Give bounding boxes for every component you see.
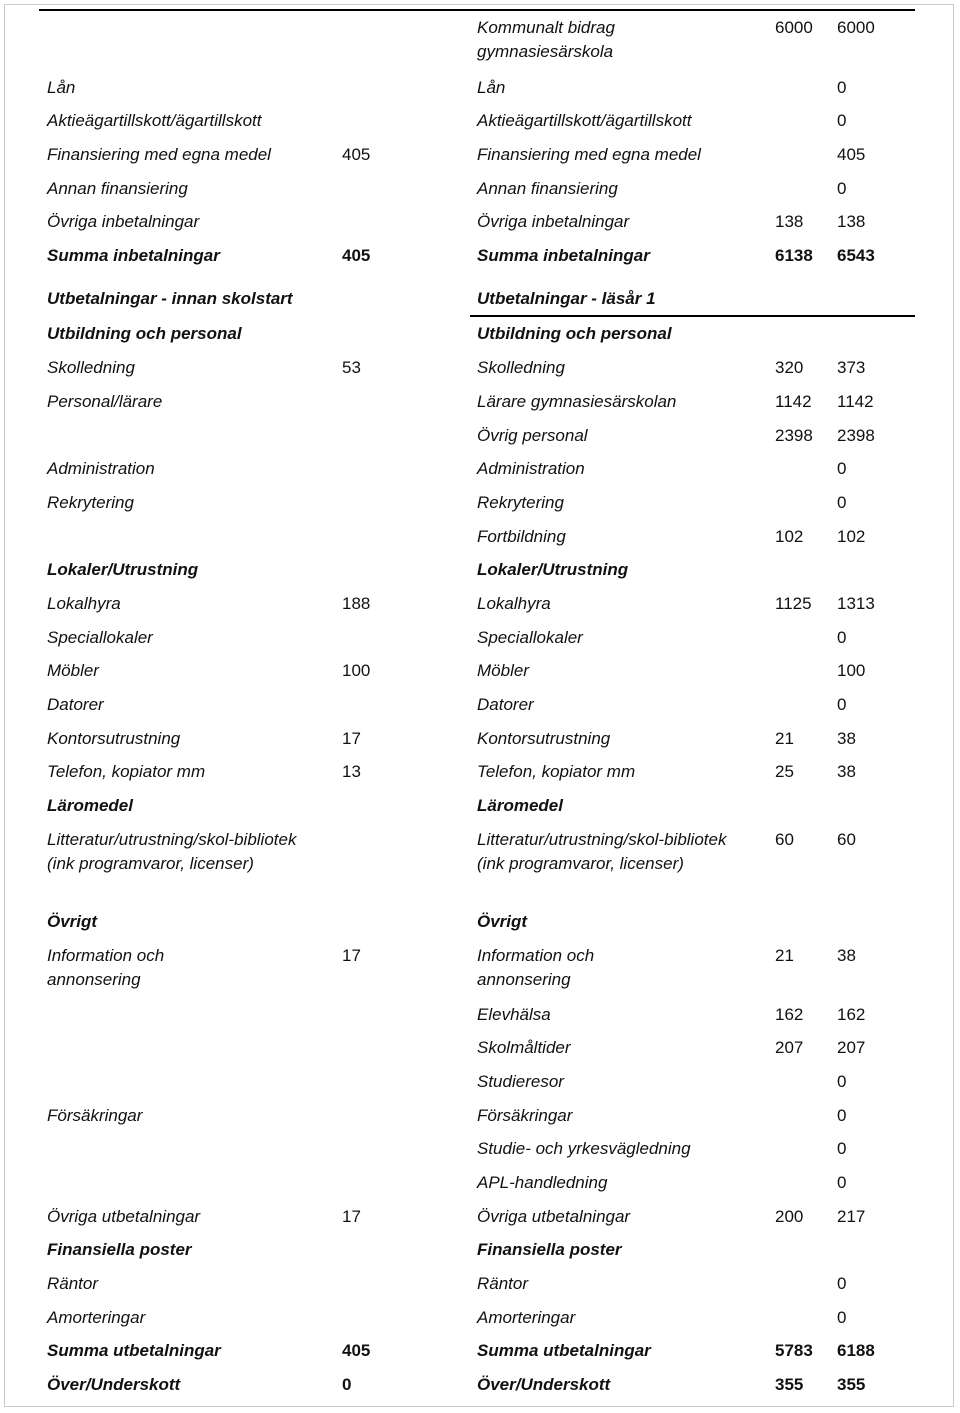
left-label: Lån [47, 78, 76, 97]
left-label: Litteratur/utrustning/skol-bibliotek (ink programvaror, licenser) [47, 830, 297, 873]
left-value: 17 [342, 729, 361, 748]
right-value-2: 1313 [837, 594, 875, 613]
right-label: Utbetalningar - läsår 1 [477, 289, 656, 308]
left-label: Summa utbetalningar [47, 1341, 221, 1360]
left-label: Försäkringar [47, 1106, 143, 1125]
right-label: Administration [477, 459, 585, 478]
right-label: Fortbildning [477, 527, 566, 546]
right-label: Amorteringar [477, 1308, 576, 1327]
left-label: Speciallokaler [47, 628, 153, 647]
right-label: Över/Underskott [477, 1375, 611, 1394]
right-value-2: 6000 [837, 18, 875, 37]
right-value-2: 162 [837, 1005, 866, 1024]
right-label: Övriga utbetalningar [477, 1207, 631, 1226]
right-label: Utbildning och personal [477, 324, 672, 343]
right-value-2: 38 [837, 729, 856, 748]
right-value-1: 355 [775, 1375, 804, 1394]
right-value-2: 0 [837, 695, 847, 714]
left-label: Amorteringar [47, 1308, 146, 1327]
right-label: Försäkringar [477, 1106, 573, 1125]
right-value-2: 0 [837, 1308, 847, 1327]
right-value-2: 0 [837, 459, 847, 478]
right-value-2: 138 [837, 212, 866, 231]
left-value: 100 [342, 661, 371, 680]
right-value-2: 1142 [837, 392, 874, 411]
left-label: Annan finansiering [47, 179, 188, 198]
right-value-2: 0 [837, 1106, 847, 1125]
right-value-2: 6188 [837, 1341, 875, 1360]
left-label: Över/Underskott [47, 1375, 181, 1394]
right-value-2: 0 [837, 1173, 847, 1192]
right-value-2: 38 [837, 762, 856, 781]
right-label: Kontorsutrustning [477, 729, 611, 748]
right-value-2: 0 [837, 111, 847, 130]
right-value-2: 100 [837, 661, 866, 680]
section-rule-right [470, 315, 915, 317]
left-label: Lokaler/Utrustning [47, 560, 199, 579]
right-value-2: 0 [837, 493, 847, 512]
table-top-rule [39, 9, 915, 11]
right-label: Skolmåltider [477, 1038, 571, 1057]
left-label: Telefon, kopiator mm [47, 762, 206, 781]
right-value-2: 38 [837, 946, 856, 965]
right-label: Rekrytering [477, 493, 564, 512]
right-label: Övrig personal [477, 426, 588, 445]
left-value: 17 [342, 946, 361, 965]
right-label: Övriga inbetalningar [477, 212, 630, 231]
left-value: 188 [342, 594, 371, 613]
right-value-2: 207 [837, 1038, 866, 1057]
right-value-2: 217 [837, 1207, 866, 1226]
left-label: Utbetalningar - innan skolstart [47, 289, 293, 308]
left-label: Läromedel [47, 796, 133, 815]
right-label: Telefon, kopiator mm [477, 762, 636, 781]
right-label: Summa inbetalningar [477, 246, 650, 265]
right-value-2: 102 [837, 527, 866, 546]
left-label: Aktieägartillskott/ägartillskott [47, 111, 262, 130]
right-label: Aktieägartillskott/ägartillskott [477, 111, 692, 130]
right-label: Lokaler/Utrustning [477, 560, 629, 579]
left-label: Möbler [47, 661, 99, 680]
left-label: Information och annonsering [47, 946, 165, 989]
left-label: Övriga utbetalningar [47, 1207, 201, 1226]
right-label: Datorer [477, 695, 534, 714]
left-value: 405 [342, 145, 371, 164]
right-label: Skolledning [477, 358, 565, 377]
right-value-1: 207 [775, 1038, 804, 1057]
right-value-1: 2398 [775, 426, 813, 445]
right-value-2: 0 [837, 1139, 847, 1158]
right-value-2: 0 [837, 78, 847, 97]
right-value-1: 6138 [775, 246, 813, 265]
right-value-1: 21 [775, 946, 794, 965]
left-label: Skolledning [47, 358, 135, 377]
right-label: Elevhälsa [477, 1005, 551, 1024]
right-label: Speciallokaler [477, 628, 583, 647]
right-value-2: 373 [837, 358, 866, 377]
left-label: Räntor [47, 1274, 99, 1293]
right-label: APL-handledning [477, 1173, 608, 1192]
right-label: Läromedel [477, 796, 563, 815]
left-value: 53 [342, 358, 361, 377]
right-value-2: 405 [837, 145, 866, 164]
right-label: Summa utbetalningar [477, 1341, 651, 1360]
right-label: Information och annonsering [477, 946, 595, 989]
right-label: Lån [477, 78, 506, 97]
right-label: Studie- och yrkesvägledning [477, 1139, 691, 1158]
right-value-1: 138 [775, 212, 804, 231]
left-label: Övriga inbetalningar [47, 212, 200, 231]
right-label: Lokalhyra [477, 594, 551, 613]
right-value-1: 162 [775, 1005, 804, 1024]
right-label: Räntor [477, 1274, 529, 1293]
left-label: Rekrytering [47, 493, 134, 512]
right-label: Möbler [477, 661, 529, 680]
right-value-2: 60 [837, 830, 856, 849]
right-label: Litteratur/utrustning/skol-bibliotek (ink programvaror, licenser) [477, 830, 727, 873]
left-label: Administration [47, 459, 155, 478]
right-label: Lärare gymnasiesärskolan [477, 392, 677, 411]
left-label: Personal/lärare [47, 392, 163, 411]
right-value-2: 2398 [837, 426, 875, 445]
left-label: Datorer [47, 695, 104, 714]
right-value-2: 0 [837, 1072, 847, 1091]
left-label: Lokalhyra [47, 594, 121, 613]
right-value-1: 21 [775, 729, 794, 748]
left-label: Finansiering med egna medel [47, 145, 271, 164]
right-value-1: 1142 [775, 392, 812, 411]
left-value: 0 [342, 1375, 352, 1394]
left-value: 405 [342, 1341, 371, 1360]
right-value-1: 320 [775, 358, 804, 377]
right-value-2: 355 [837, 1375, 866, 1394]
left-label: Finansiella poster [47, 1240, 192, 1259]
right-value-2: 0 [837, 1274, 847, 1293]
right-value-1: 5783 [775, 1341, 813, 1360]
left-value: 17 [342, 1207, 361, 1226]
left-label: Summa inbetalningar [47, 246, 220, 265]
left-label: Kontorsutrustning [47, 729, 181, 748]
right-value-2: 0 [837, 179, 847, 198]
right-value-2: 6543 [837, 246, 875, 265]
left-label: Utbildning och personal [47, 324, 242, 343]
left-label: Övrigt [47, 912, 98, 931]
right-label: Studieresor [477, 1072, 564, 1091]
right-value-1: 200 [775, 1207, 804, 1226]
left-value: 13 [342, 762, 361, 781]
right-value-2: 0 [837, 628, 847, 647]
right-label: Finansiering med egna medel [477, 145, 701, 164]
right-value-1: 1125 [775, 594, 812, 613]
right-value-1: 25 [775, 762, 794, 781]
right-label: Kommunalt bidrag gymnasiesärskola [477, 18, 615, 61]
right-value-1: 6000 [775, 18, 813, 37]
right-value-1: 60 [775, 830, 794, 849]
right-label: Övrigt [477, 912, 528, 931]
right-label: Annan finansiering [477, 179, 618, 198]
right-label: Finansiella poster [477, 1240, 622, 1259]
left-value: 405 [342, 246, 371, 265]
right-value-1: 102 [775, 527, 804, 546]
